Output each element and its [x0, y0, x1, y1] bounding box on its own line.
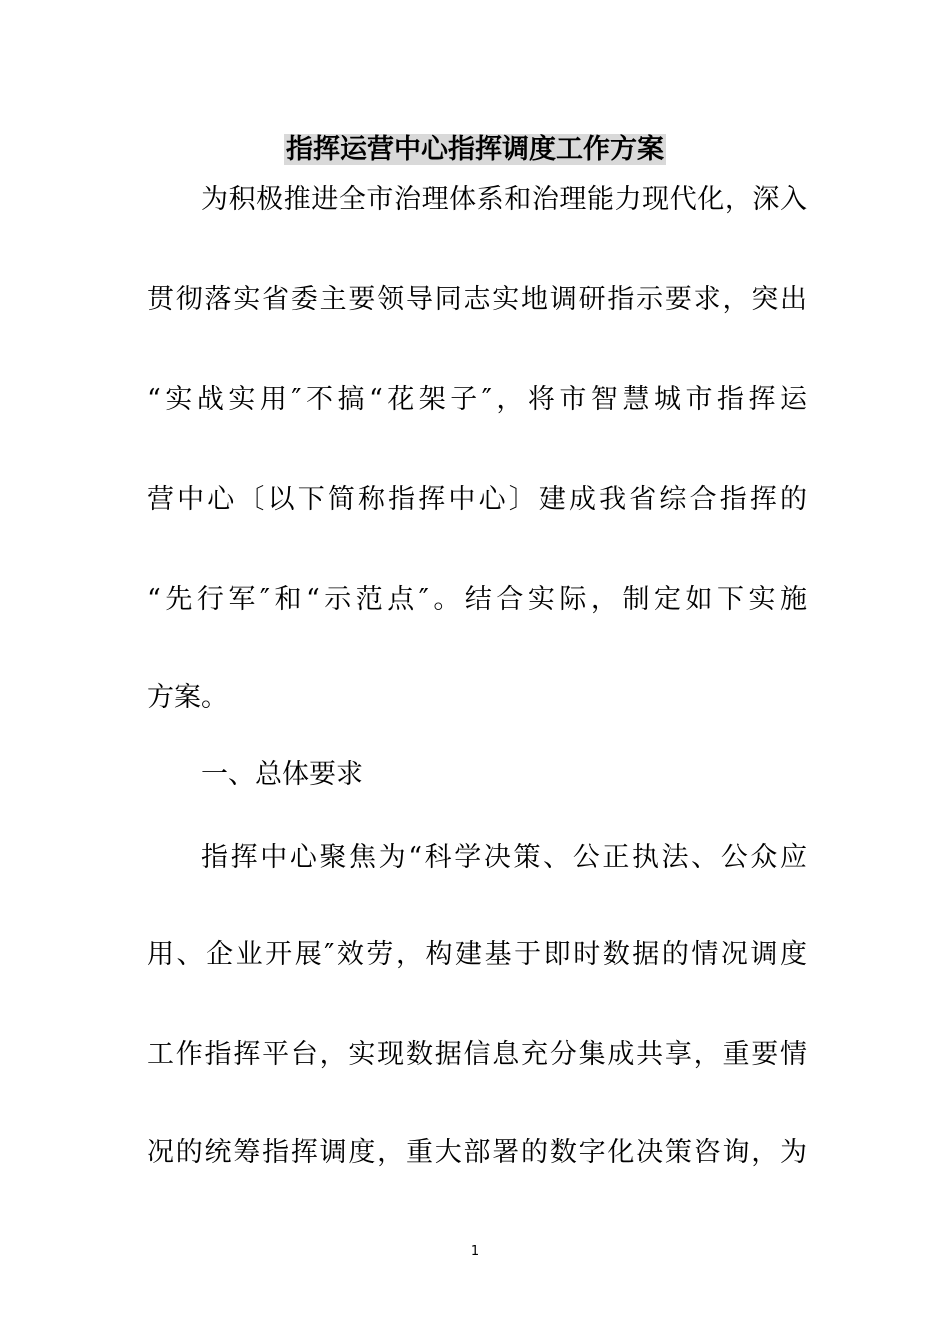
paragraph-line: 工作指挥平台，实现数据信息充分集成共享，重要情: [147, 1039, 807, 1070]
document-title-text: 指挥运营中心指挥调度工作方案: [286, 134, 664, 165]
paragraph-line: 用、企业开展″效劳，构建基于即时数据的情况调度: [147, 939, 807, 970]
page-number: 1: [470, 1244, 480, 1259]
paragraph-line: 指挥中心聚焦为“科学决策、公正执法、公众应: [201, 842, 807, 873]
paragraph-line: 营中心〔以下简称指挥中心〕建成我省综合指挥的: [147, 484, 807, 515]
paragraph-line: 况的统筹指挥调度，重大部署的数字化决策咨询，为: [147, 1137, 807, 1168]
paragraph-line: 为积极推进全市治理体系和治理能力现代化，深入: [201, 184, 807, 215]
paragraph-line: 方案。: [147, 682, 228, 713]
document-title: [0, 130, 950, 170]
section-heading: 一、总体要求: [201, 759, 363, 790]
paragraph-line: “实战实用″不搞“花架子″，将市智慧城市指挥运: [147, 384, 807, 415]
paragraph-line: 贯彻落实省委主要领导同志实地调研指示要求，突出: [147, 284, 807, 315]
paragraph-line: “先行军″和“示范点″。结合实际，制定如下实施: [147, 584, 807, 615]
